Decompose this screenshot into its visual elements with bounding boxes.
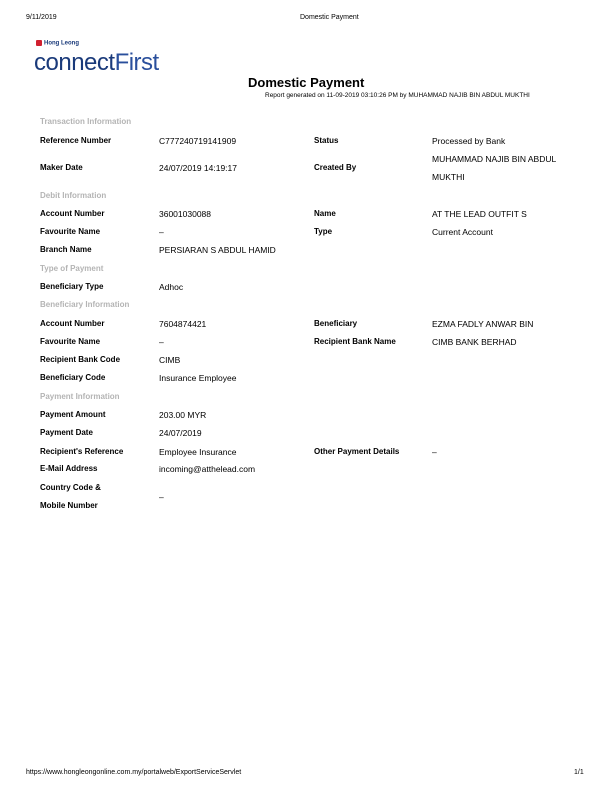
beneficiary-favourite-name-label: Favourite Name [40,337,101,346]
other-payment-details-value: – [432,447,437,457]
debit-name-label: Name [314,209,336,218]
beneficiary-type-label: Beneficiary Type [40,282,104,291]
recipient-bank-name-label: Recipient Bank Name [314,337,396,346]
other-payment-details-label: Other Payment Details [314,447,400,456]
created-by-label: Created By [314,163,357,172]
country-code-value: – [159,492,164,502]
branch-name-label: Branch Name [40,245,92,254]
recipient-bank-name-value: CIMB BANK BERHAD [432,337,517,347]
created-by-value-line1: MUHAMMAD NAJIB BIN ABDUL [432,154,557,164]
section-payment-type-heading: Type of Payment [40,264,104,273]
hong-leong-logo [36,40,79,47]
beneficiary-code-label: Beneficiary Code [40,373,106,382]
payment-amount-value: 203.00 MYR [159,410,207,420]
connectfirst-logo-part-b: First [114,49,159,76]
section-transaction-heading: Transaction Information [40,117,132,126]
debit-account-number-value: 36001030088 [159,209,212,219]
country-code-label-line2: Mobile Number [40,501,98,510]
status-label: Status [314,136,339,145]
reference-number-label: Reference Number [40,136,112,145]
connectfirst-logo [34,49,159,77]
status-value: Processed by Bank [432,136,506,146]
debit-account-number-label: Account Number [40,209,105,218]
section-beneficiary-heading: Beneficiary Information [40,300,130,309]
email-address-value: incoming@atthelead.com [159,464,256,474]
branch-name-value: PERSIARAN S ABDUL HAMID [159,245,276,255]
created-by-value-line2: MUKTHI [432,172,465,182]
beneficiary-favourite-name-value: – [159,337,164,347]
beneficiary-label: Beneficiary [314,319,358,328]
reference-number-value: C777240719141909 [159,136,237,146]
beneficiary-account-number-label: Account Number [40,319,105,328]
beneficiary-code-value: Insurance Employee [159,373,237,383]
recipient-reference-label: Recipient's Reference [40,447,124,456]
country-code-label-line1: Country Code & [40,483,101,492]
recipient-bank-code-label: Recipient Bank Code [40,355,121,364]
payment-date-value: 24/07/2019 [159,428,202,438]
print-date: 9/11/2019 [26,14,57,21]
payment-amount-label: Payment Amount [40,410,106,419]
beneficiary-account-number-value: 7604874421 [159,319,207,329]
maker-date-label: Maker Date [40,163,83,172]
beneficiary-value: EZMA FADLY ANWAR BIN [432,319,534,329]
beneficiary-type-value: Adhoc [159,282,184,292]
report-title: Domestic Payment [248,75,365,90]
recipient-bank-code-value: CIMB [159,355,181,365]
hong-leong-logo-icon [36,40,42,46]
debit-favourite-name-value: – [159,227,164,237]
email-address-label: E-Mail Address [40,464,98,473]
debit-name-value: AT THE LEAD OUTFIT S [432,209,527,219]
recipient-reference-value: Employee Insurance [159,447,237,457]
debit-favourite-name-label: Favourite Name [40,227,101,236]
hong-leong-logo-text: Hong Leong [44,40,79,47]
section-payment-heading: Payment Information [40,392,120,401]
section-debit-heading: Debit Information [40,191,107,200]
debit-type-value: Current Account [432,227,493,237]
debit-type-label: Type [314,227,333,236]
connectfirst-logo-part-a: connect [34,49,115,76]
print-title: Domestic Payment [300,14,359,21]
print-footer-url: https://www.hongleongonline.com.my/portalweb/ExportServiceServlet [26,769,242,776]
payment-date-label: Payment Date [40,428,93,437]
maker-date-value: 24/07/2019 14:19:17 [159,163,237,173]
report-generated-info: Report generated on 11-09-2019 03:10:26 PM by MUHAMMAD NAJIB BIN ABDUL MUKTHI [265,92,530,99]
print-footer-page: 1/1 [574,769,584,776]
